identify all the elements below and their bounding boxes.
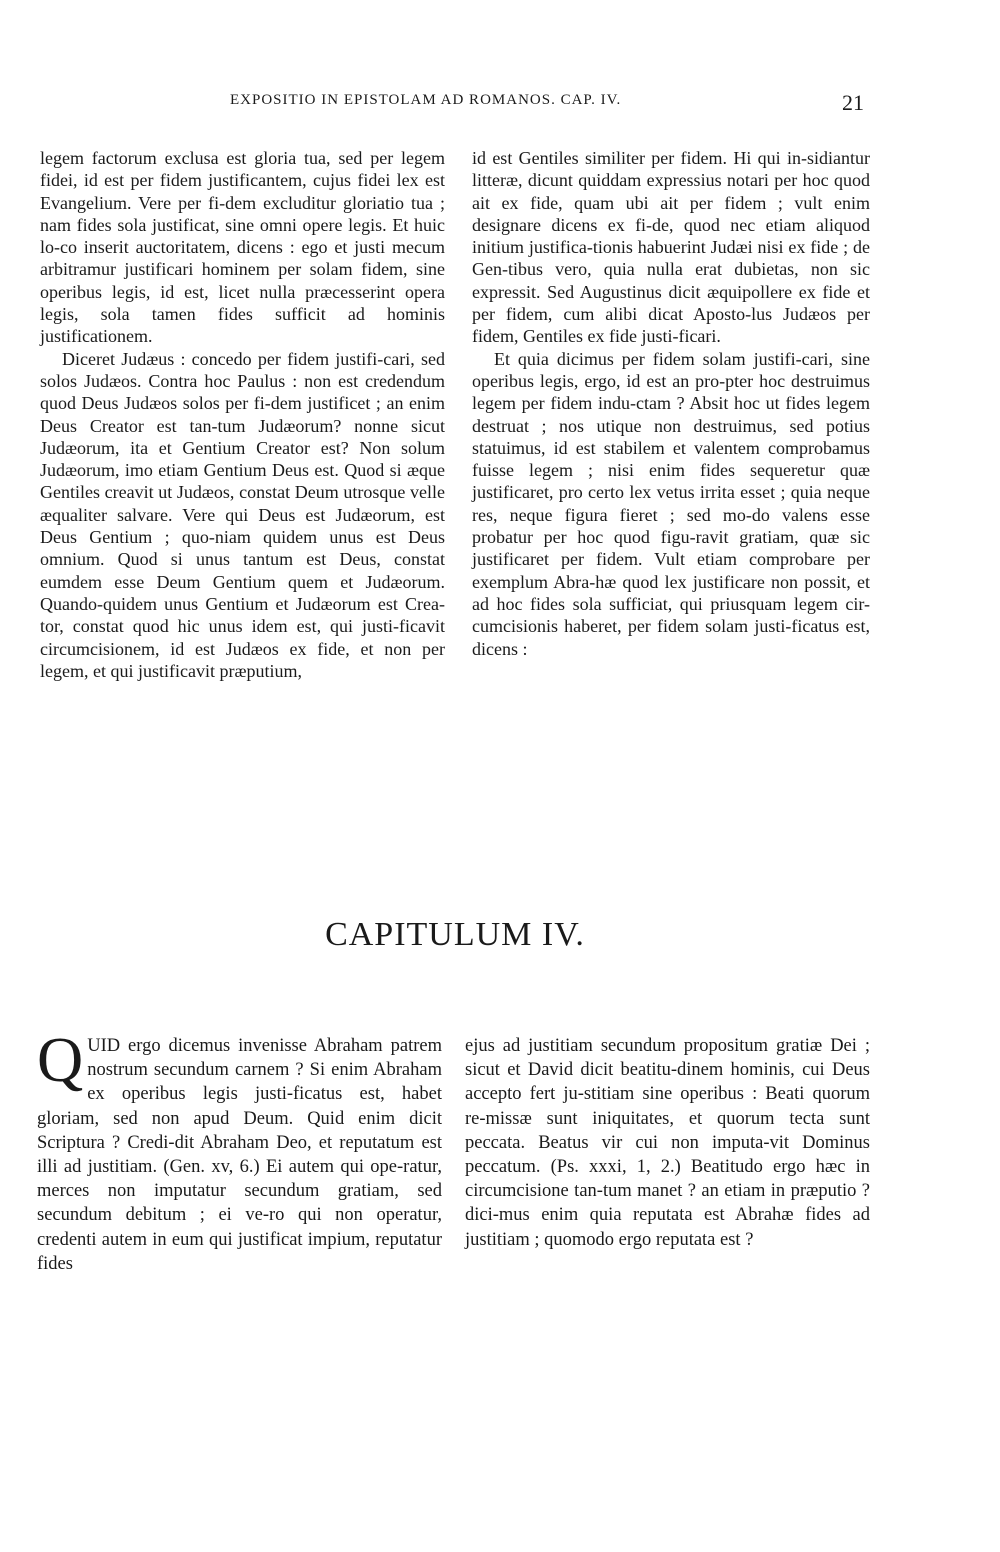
paragraph: Et quia dicimus per fidem solam justifi-cari, sine operibus legis, ergo, id est an pro-pter hoc destruimus legem per fidem indu-ctam ? Absit hoc ut fides legem destruat ; nos utique non destruimus, sed potius statuimus, id est stabilem et valentem comprobamus fuisse legem ; nisi enim fides sequeretur quæ justificaret, pro certo lex vetus irrita esset ; quia neque res, neque figura fieret ; sed mo-do valens esse probatur per hoc quod figu-ravit gratiam, quæ sic justificaret per fidem. Vult etiam comprobare per exemplum Abra-hæ quod lex justificare non possit, et ad hoc fides sola sufficiat, qui priusquam legem cir-cumcisionis haberet, per fidem solam justi-ficatus est, dicens : xyxy=(472,348,870,659)
paragraph: Diceret Judæus : concedo per fidem justifi-cari, sed solos Judæos. Contra hoc Paulus : non est credendum quod Deus Judæos solos per fi-dem justificet ; an enim Deus Creator est tan-tum Judæorum? nonne sicut Judæorum, ita et Gentium Creator est? Non solum Judæorum, imo etiam Gentium Deus est. Quod si æque Gentiles creavit ut Judæos, constat Deum utrosque velle æqualiter salvare. Vere qui Deus est Judæorum, est Deus Gentium ; quo-niam quidem unus est Deus omnium. Quod si unus tantum est Deus, constat eumdem esse Deum Gentium quem et Judæorum. Quando-quidem unus Gentium et Judæorum est Crea-tor, constat quod hic unus idem est, qui justi-ficavit circumcisionem, id est Judæos ex fide, et non per legem, et qui justificavit præputium, xyxy=(40,348,445,681)
paragraph: legem factorum exclusa est gloria tua, sed per legem fidei, id est per fidem justificantem, cujus fidei lex est Evangelium. Vere per fi-dem excluditur gloriatio tua ; nam fides sola justificat, sine omni opere legis. Et huic lo-co inserit auctoritatem, dicens : ego et justi mecum arbitramur justificari hominem per solam fidem, sine operibus legis, id est, licet nulla præcesserint opera legis, sola tamen fides sufficit ad hominis justificationem. xyxy=(40,148,445,347)
chapter-paragraph xyxy=(37,1024,442,1276)
chapter-heading: CAPITULUM IV. xyxy=(325,916,585,953)
running-title: EXPOSITIO IN EPISTOLAM AD ROMANOS. CAP. IV. xyxy=(230,92,622,108)
drop-cap: Q xyxy=(37,1024,84,1095)
paragraph: id est Gentiles similiter per fidem. Hi qui in-sidiantur litteræ, dicunt quiddam expressius notari per hoc quod ait ex fide, quam ubi ait per fidem ; vult enim designare dicens ex fi-de, quod nec etiam aliquod initium justifica-tionis habuerint Judæi nisi ex fide ; de Gen-tibus vero, quia nulla erat dubietas, non sic expressit. Sed Augustinus dicit æquipollere ex fide et per fidem, cum alibi dicat Aposto-lus Judæos per fidem, Gentiles ex fide justi-ficari. xyxy=(472,148,870,347)
bottom-left-column xyxy=(37,1024,442,1276)
chapter-text: UID ergo dicemus invenisse Abraham patrem nostrum secundum carnem ? Si enim Abraham ex operibus legis justi-ficatus est, habet gloriam, sed non apud Deum. Quid enim dicit Scriptura ? Credi-dit Abraham Deo, et reputatum est illi ad justitiam. (Gen. xv, 6.) Ei autem qui ope-ratur, merces non imputatur secundum gratiam, sed secundum debitum ; ei ve-ro qui non operatur, credenti autem in eum qui justificat impium, reputatur fides xyxy=(37,1036,442,1274)
chapter-paragraph: ejus ad justitiam secundum propositum gratiæ Dei ; sicut et David dicit beatitu-dinem hominis, cui Deus accepto fert ju-stitiam sine operibus : Beati quorum re-missæ sunt iniquitates, et quorum tecta sunt peccata. Beatus vir cui non imputa-vit Dominus peccatum. (Ps. xxxi, 1, 2.) Beatitudo ergo hæc in circumcisione tan-tum manet ? an etiam in præputio ? dici-mus enim quia reputata est Abrahæ fides ad justitiam ; quomodo ergo reputata est ? xyxy=(465,1036,870,1250)
top-left-column xyxy=(40,147,445,682)
bottom-right-column xyxy=(465,1034,870,1252)
page-number: 21 xyxy=(842,90,864,115)
top-right-column xyxy=(472,147,870,660)
